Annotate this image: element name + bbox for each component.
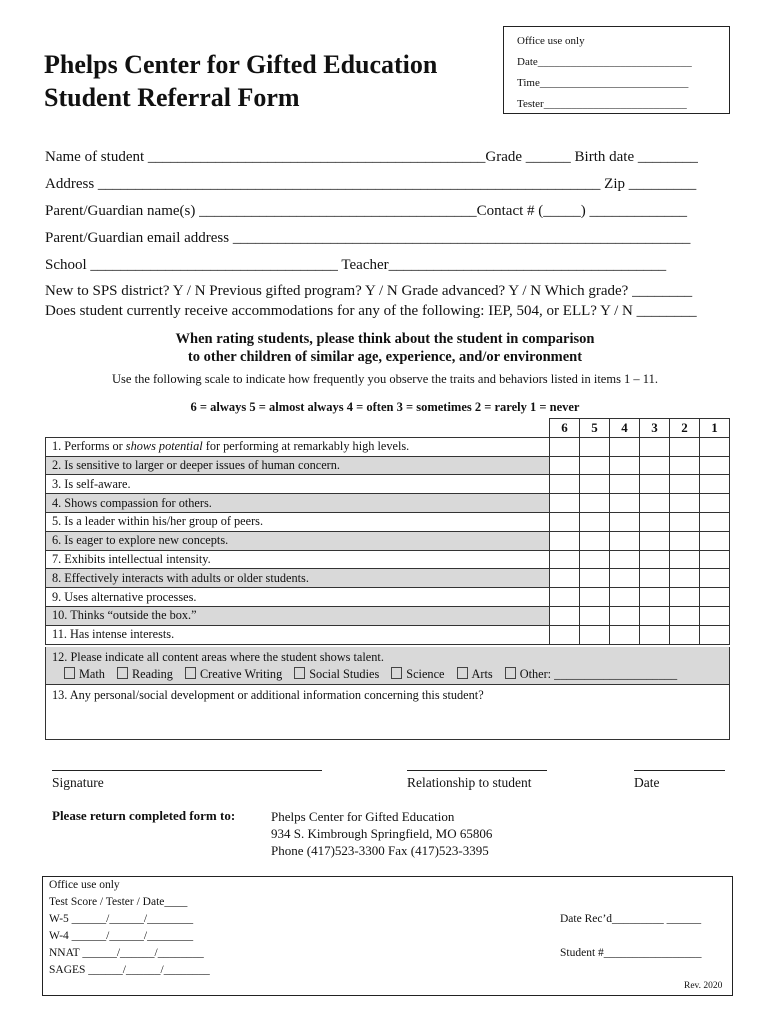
- rating-cell-2[interactable]: [670, 550, 700, 569]
- rating-cell-3[interactable]: [640, 494, 670, 513]
- rating-cell-6[interactable]: [550, 531, 580, 550]
- rating-item-text: [46, 569, 550, 588]
- rating-scale: 6 = always 5 = almost always 4 = often 3 = sometimes 2 = rarely 1 = never: [190, 400, 580, 414]
- col-1: 1: [700, 419, 730, 438]
- date-label: Date: [634, 775, 660, 790]
- revision-label: Rev. 2020: [684, 981, 723, 991]
- rating-item-prefix: 9. Uses alternative processes.: [52, 589, 197, 604]
- content-area-label: Creative Writing: [199, 667, 283, 681]
- rating-cell-4[interactable]: [610, 550, 640, 569]
- rating-cell-1[interactable]: [700, 437, 730, 456]
- rating-cell-5[interactable]: [580, 456, 610, 475]
- rating-row: [46, 437, 730, 456]
- rating-cell-6[interactable]: [550, 550, 580, 569]
- title-line-1: Phelps Center for Gifted Education: [44, 50, 438, 79]
- office-use-box-top: [503, 26, 730, 114]
- scale-note: Use the following scale to indicate how frequently you observe the traits and behaviors listed in items 1 – 11.: [112, 372, 658, 386]
- rating-cell-3[interactable]: [640, 512, 670, 531]
- instructions-bold-1: When rating students, please think about the student in comparison: [175, 331, 595, 347]
- rating-item-prefix: 6. Is eager to explore new concepts.: [52, 533, 229, 548]
- rating-item-emphasis: shows potential: [125, 439, 203, 454]
- rating-row: [46, 606, 730, 625]
- rating-item-text: [46, 475, 550, 494]
- rating-item-prefix: 3. Is self-aware.: [52, 476, 131, 491]
- rating-cell-4[interactable]: [610, 512, 640, 531]
- rating-cell-1[interactable]: [700, 456, 730, 475]
- rating-row: [46, 512, 730, 531]
- rating-cell-5[interactable]: [580, 437, 610, 456]
- content-area-label: Science: [406, 667, 445, 681]
- office-tester-field[interactable]: Tester__________________________: [517, 98, 687, 110]
- rating-row: [46, 456, 730, 475]
- relationship-label: Relationship to student: [407, 775, 532, 790]
- rating-item-text: [46, 625, 550, 644]
- rating-cell-5[interactable]: [580, 494, 610, 513]
- test-row-sages[interactable]: SAGES ______/______/________: [49, 964, 210, 976]
- content-area-label: Math: [79, 667, 105, 681]
- col-6: 6: [550, 419, 580, 438]
- rating-item-text: [46, 588, 550, 607]
- col-3: 3: [640, 419, 670, 438]
- rating-cell-4[interactable]: [610, 531, 640, 550]
- rating-item-prefix: 8. Effectively interacts with adults or older students.: [52, 570, 309, 585]
- rating-row: [46, 588, 730, 607]
- rating-cell-6[interactable]: [550, 512, 580, 531]
- rating-item-prefix: 4. Shows compassion for others.: [52, 495, 212, 510]
- rating-cell-3[interactable]: [640, 606, 670, 625]
- office-bottom-header-row: Test Score / Tester / Date____: [49, 896, 188, 908]
- rating-cell-5[interactable]: [580, 569, 610, 588]
- rating-cell-3[interactable]: [640, 550, 670, 569]
- return-label: Please return completed form to:: [52, 808, 236, 823]
- rating-header-row: [46, 419, 730, 438]
- content-area-label: Other: ____________________: [519, 667, 678, 681]
- test-row-nnat[interactable]: NNAT ______/______/________: [49, 947, 204, 959]
- rating-item-prefix: 1. Performs or: [52, 439, 126, 454]
- rating-cell-1[interactable]: [700, 512, 730, 531]
- rating-row: [46, 625, 730, 644]
- rating-cell-6[interactable]: [550, 475, 580, 494]
- title-line-2: Student Referral Form: [44, 83, 300, 112]
- rating-cell-6[interactable]: [550, 456, 580, 475]
- content-area-label: Reading: [131, 667, 173, 681]
- rating-cell-4[interactable]: [610, 456, 640, 475]
- rating-cell-2[interactable]: [670, 512, 700, 531]
- test-row-w5[interactable]: W-5 ______/______/________: [49, 913, 194, 925]
- rating-cell-5[interactable]: [580, 625, 610, 644]
- rating-item-text: [46, 456, 550, 475]
- rating-cell-2[interactable]: [670, 456, 700, 475]
- rating-cell-3[interactable]: [640, 456, 670, 475]
- rating-item-prefix: 7. Exhibits intellectual intensity.: [52, 551, 211, 566]
- rating-cell-5[interactable]: [580, 512, 610, 531]
- rating-row: [46, 569, 730, 588]
- rating-cell-1[interactable]: [700, 494, 730, 513]
- date-received-field[interactable]: Date Rec’d_________ ______: [560, 913, 702, 925]
- rating-item-prefix: 5. Is a leader within his/her group of peers.: [52, 514, 264, 529]
- student-name-field[interactable]: Name of student _____________________________________________Grade ______ Birth date ________: [45, 149, 698, 165]
- checkbox-science[interactable]: [391, 667, 402, 679]
- rating-cell-5[interactable]: [580, 475, 610, 494]
- instructions-bold-2: to other children of similar age, experience, and/or environment: [187, 349, 583, 365]
- rating-body: [46, 437, 730, 644]
- rating-item-text: [46, 437, 550, 456]
- item-13-additional-info[interactable]: [45, 685, 730, 740]
- item-13-text: 13. Any personal/social development or additional information concerning this student?: [52, 688, 484, 702]
- rating-cell-6[interactable]: [550, 494, 580, 513]
- rating-cell-6[interactable]: [550, 569, 580, 588]
- office-use-heading: Office use only: [517, 35, 585, 47]
- rating-cell-3[interactable]: [640, 531, 670, 550]
- rating-cell-5[interactable]: [580, 531, 610, 550]
- rating-cell-2[interactable]: [670, 625, 700, 644]
- rating-header-blank: [46, 419, 550, 438]
- rating-item-suffix: for performing at remarkably high levels.: [202, 439, 410, 454]
- signature-label: Signature: [52, 775, 104, 790]
- return-address: [271, 808, 492, 859]
- rating-cell-1[interactable]: [700, 588, 730, 607]
- rating-cell-3[interactable]: [640, 437, 670, 456]
- rating-cell-1[interactable]: [700, 625, 730, 644]
- col-5: 5: [580, 419, 610, 438]
- school-teacher-field[interactable]: School _________________________________ Teacher_____________________________________: [45, 257, 667, 273]
- rating-table: [45, 418, 730, 645]
- rating-cell-2[interactable]: [670, 437, 700, 456]
- checkbox-arts[interactable]: [457, 667, 468, 679]
- office-date-field[interactable]: Date____________________________: [517, 56, 692, 68]
- rating-row: [46, 475, 730, 494]
- rating-cell-1[interactable]: [700, 606, 730, 625]
- rating-item-text: [46, 550, 550, 569]
- rating-item-text: [46, 494, 550, 513]
- rating-cell-4[interactable]: [610, 494, 640, 513]
- item-12-content-areas: [45, 647, 730, 685]
- rating-cell-1[interactable]: [700, 475, 730, 494]
- checkbox-math[interactable]: [64, 667, 75, 679]
- checkbox-social-studies[interactable]: [294, 667, 305, 679]
- parent-email-field[interactable]: Parent/Guardian email address _____________________________________________________________: [45, 230, 691, 246]
- item-12-text: 12. Please indicate all content areas where the student shows talent.: [52, 650, 384, 664]
- rating-item-prefix: 2. Is sensitive to larger or deeper issues of human concern.: [52, 457, 340, 472]
- student-number-field[interactable]: Student #_________________: [560, 947, 702, 959]
- date-line[interactable]: [634, 770, 725, 771]
- checkbox-other[interactable]: [505, 667, 516, 679]
- form-title: [44, 48, 437, 114]
- rating-cell-5[interactable]: [580, 550, 610, 569]
- accommodations-question[interactable]: Does student currently receive accommodations for any of the following: IEP, 504, or ELL? Y / N ________: [45, 303, 697, 319]
- rating-cell-2[interactable]: [670, 475, 700, 494]
- rating-item-prefix: 10. Thinks “outside the box.”: [52, 608, 197, 623]
- return-line-2: 934 S. Kimbrough Springfield, MO 65806: [271, 826, 493, 841]
- rating-cell-1[interactable]: [700, 569, 730, 588]
- office-use-box-bottom: [42, 876, 733, 996]
- address-field[interactable]: Address ___________________________________________________________________ Zip _________: [45, 176, 697, 192]
- parent-guardian-field[interactable]: Parent/Guardian name(s) _____________________________________Contact # (_____) _____________: [45, 203, 688, 219]
- rating-cell-3[interactable]: [640, 475, 670, 494]
- rating-item-text: [46, 512, 550, 531]
- item-12-options: [52, 666, 723, 683]
- content-area-label: Arts: [471, 667, 493, 681]
- rating-row: [46, 531, 730, 550]
- rating-cell-5[interactable]: [580, 588, 610, 607]
- rating-row: [46, 550, 730, 569]
- rating-item-text: [46, 606, 550, 625]
- col-4: 4: [610, 419, 640, 438]
- rating-row: [46, 494, 730, 513]
- rating-cell-3[interactable]: [640, 588, 670, 607]
- rating-cell-3[interactable]: [640, 625, 670, 644]
- rating-cell-4[interactable]: [610, 625, 640, 644]
- rating-cell-2[interactable]: [670, 531, 700, 550]
- test-row-w4[interactable]: W-4 ______/______/________: [49, 930, 194, 942]
- rating-cell-1[interactable]: [700, 531, 730, 550]
- office-bottom-heading: Office use only: [49, 879, 120, 891]
- rating-cell-5[interactable]: [580, 606, 610, 625]
- rating-cell-6[interactable]: [550, 606, 580, 625]
- rating-cell-2[interactable]: [670, 588, 700, 607]
- rating-cell-1[interactable]: [700, 550, 730, 569]
- return-line-3: Phone (417)523-3300 Fax (417)523-3395: [271, 843, 489, 858]
- rating-cell-6[interactable]: [550, 437, 580, 456]
- rating-cell-2[interactable]: [670, 569, 700, 588]
- rating-item-text: [46, 531, 550, 550]
- rating-cell-3[interactable]: [640, 569, 670, 588]
- office-time-field[interactable]: Time___________________________: [517, 77, 689, 89]
- rating-cell-2[interactable]: [670, 606, 700, 625]
- rating-cell-4[interactable]: [610, 437, 640, 456]
- relationship-line[interactable]: [407, 770, 547, 771]
- return-line-1: Phelps Center for Gifted Education: [271, 809, 455, 824]
- rating-cell-6[interactable]: [550, 625, 580, 644]
- rating-cell-4[interactable]: [610, 475, 640, 494]
- rating-item-prefix: 11. Has intense interests.: [52, 627, 175, 642]
- rating-cell-2[interactable]: [670, 494, 700, 513]
- new-to-sps-question[interactable]: New to SPS district? Y / N Previous gifted program? Y / N Grade advanced? Y / N Which grade? ________: [45, 283, 693, 299]
- rating-cell-6[interactable]: [550, 588, 580, 607]
- checkbox-reading[interactable]: [117, 667, 128, 679]
- signature-line[interactable]: [52, 770, 322, 771]
- checkbox-creative-writing[interactable]: [185, 667, 196, 679]
- rating-cell-4[interactable]: [610, 606, 640, 625]
- rating-cell-4[interactable]: [610, 588, 640, 607]
- col-2: 2: [670, 419, 700, 438]
- content-area-label: Social Studies: [309, 667, 380, 681]
- rating-cell-4[interactable]: [610, 569, 640, 588]
